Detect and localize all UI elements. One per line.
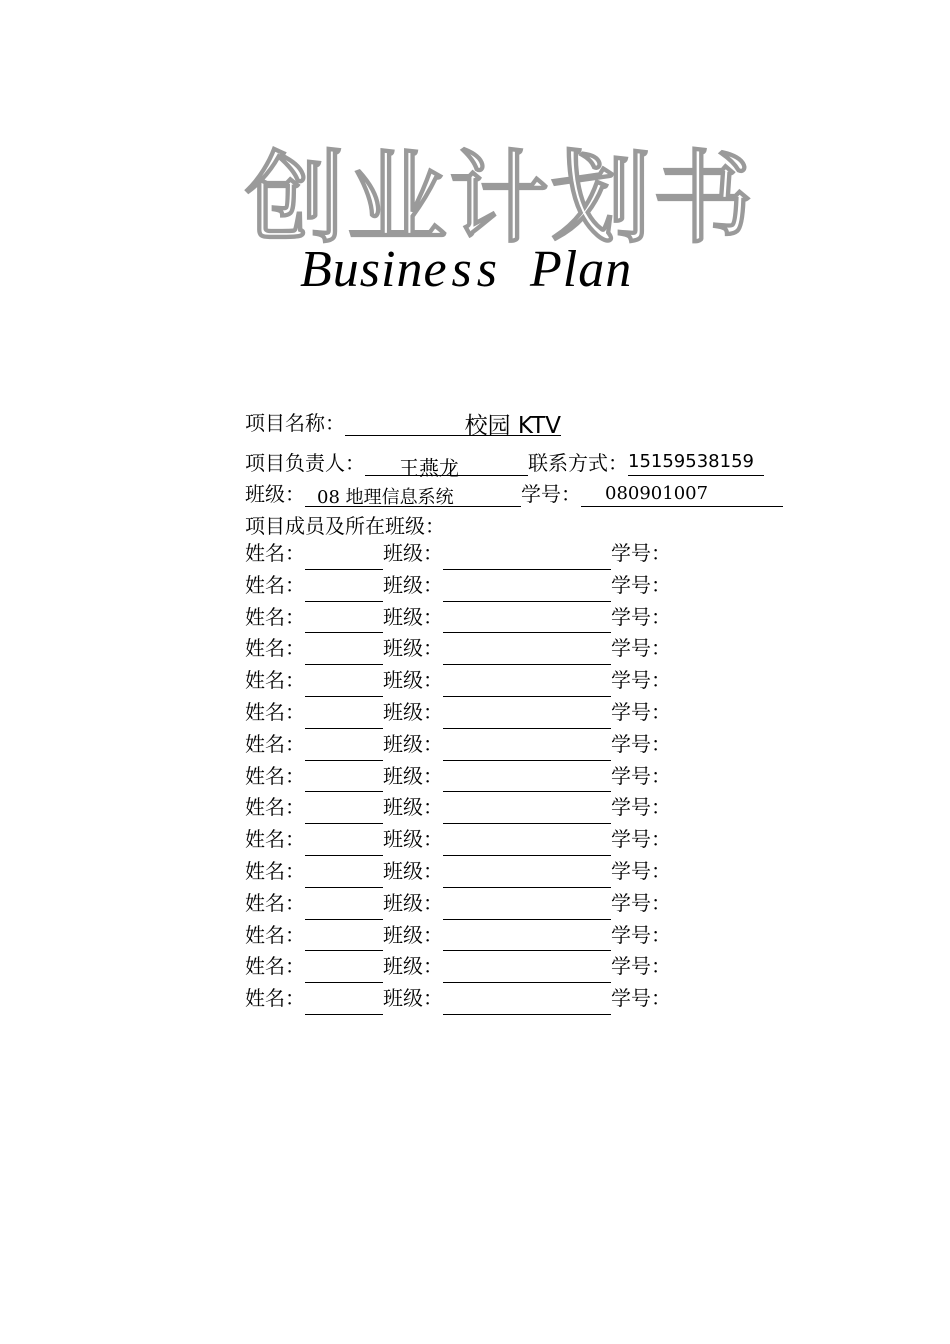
member-class-label: 班级： <box>383 636 443 661</box>
member-name-field[interactable] <box>305 865 383 888</box>
member-name-field[interactable] <box>305 579 383 602</box>
members-heading: 项目成员及所在班级： <box>245 514 445 538</box>
member-student-id-label: 学号： <box>611 699 671 724</box>
member-row <box>245 792 671 824</box>
member-class-field[interactable] <box>443 897 611 920</box>
member-student-id-label: 学号： <box>611 604 671 629</box>
title-english-part1: Busin <box>300 241 424 298</box>
member-name-label: 姓名： <box>245 795 305 820</box>
member-student-id-label: 学号： <box>611 668 671 693</box>
member-class-field[interactable] <box>443 579 611 602</box>
member-student-id-label: 学号： <box>611 541 671 565</box>
project-leader-row <box>245 447 764 480</box>
member-student-id-label: 学号： <box>611 763 671 788</box>
member-name-field[interactable] <box>305 738 383 761</box>
member-name-field[interactable] <box>305 833 383 856</box>
student-id-field[interactable]: 080901007 <box>581 483 783 507</box>
member-class-label: 班级： <box>383 922 443 947</box>
member-student-id-label: 学号： <box>611 636 671 661</box>
member-name-field[interactable] <box>305 928 383 951</box>
member-row <box>245 920 671 952</box>
class-label: 班级： <box>245 482 305 506</box>
member-class-field[interactable] <box>443 833 611 856</box>
members-heading-row <box>245 510 445 540</box>
project-leader-field[interactable]: 王燕龙 <box>365 452 528 476</box>
member-class-label: 班级： <box>383 731 443 756</box>
member-student-id-label: 学号： <box>611 795 671 820</box>
member-class-label: 班级： <box>383 699 443 724</box>
member-class-label: 班级： <box>383 954 443 979</box>
member-name-label: 姓名： <box>245 668 305 693</box>
member-class-field[interactable] <box>443 610 611 633</box>
member-row <box>245 538 671 570</box>
member-name-label: 姓名： <box>245 699 305 724</box>
member-name-label: 姓名： <box>245 986 305 1011</box>
member-class-label: 班级： <box>383 541 443 565</box>
project-name-row <box>245 407 561 437</box>
member-name-label: 姓名： <box>245 858 305 883</box>
member-class-label: 班级： <box>383 986 443 1011</box>
member-name-field[interactable] <box>305 706 383 729</box>
project-leader-label: 项目负责人： <box>245 451 365 475</box>
member-class-label: 班级： <box>383 763 443 788</box>
member-row <box>245 729 671 761</box>
member-class-field[interactable] <box>443 547 611 570</box>
member-name-field[interactable] <box>305 547 383 570</box>
member-class-label: 班级： <box>383 604 443 629</box>
title-english-part4: n <box>605 241 637 298</box>
member-student-id-label: 学号： <box>611 922 671 947</box>
member-class-field[interactable] <box>443 928 611 951</box>
member-student-id-label: 学号： <box>611 572 671 597</box>
page-title-english <box>300 240 636 299</box>
member-name-field[interactable] <box>305 992 383 1015</box>
member-row <box>245 665 671 697</box>
member-row <box>245 951 671 983</box>
member-student-id-label: 学号： <box>611 986 671 1011</box>
student-id-label: 学号： <box>521 482 581 506</box>
member-student-id-label: 学号： <box>611 827 671 852</box>
member-name-label: 姓名： <box>245 636 305 661</box>
contact-field[interactable]: 15159538159 <box>628 451 764 476</box>
member-class-label: 班级： <box>383 668 443 693</box>
member-row <box>245 570 671 602</box>
title-english-part3: Pla <box>530 241 606 298</box>
member-class-field[interactable] <box>443 674 611 697</box>
member-row <box>245 633 671 665</box>
member-name-label: 姓名： <box>245 954 305 979</box>
class-row <box>245 478 783 508</box>
member-name-field[interactable] <box>305 674 383 697</box>
page-title-chinese: 创业计划书 <box>245 140 755 257</box>
member-name-label: 姓名： <box>245 922 305 947</box>
member-class-field[interactable] <box>443 642 611 665</box>
member-class-label: 班级： <box>383 890 443 915</box>
member-class-field[interactable] <box>443 769 611 792</box>
project-name-field[interactable]: 校园 KTV <box>345 407 561 436</box>
member-class-label: 班级： <box>383 572 443 597</box>
member-row <box>245 761 671 793</box>
member-class-field[interactable] <box>443 801 611 824</box>
member-student-id-label: 学号： <box>611 890 671 915</box>
member-name-field[interactable] <box>305 897 383 920</box>
title-english-part2: ess <box>423 241 503 298</box>
member-name-field[interactable] <box>305 769 383 792</box>
member-name-label: 姓名： <box>245 890 305 915</box>
member-name-field[interactable] <box>305 610 383 633</box>
member-name-label: 姓名： <box>245 604 305 629</box>
member-student-id-label: 学号： <box>611 858 671 883</box>
member-class-field[interactable] <box>443 738 611 761</box>
member-class-label: 班级： <box>383 827 443 852</box>
member-row <box>245 983 671 1015</box>
member-student-id-label: 学号： <box>611 954 671 979</box>
member-name-field[interactable] <box>305 801 383 824</box>
member-class-field[interactable] <box>443 992 611 1015</box>
member-name-label: 姓名： <box>245 572 305 597</box>
member-row <box>245 856 671 888</box>
member-row <box>245 888 671 920</box>
member-class-label: 班级： <box>383 858 443 883</box>
member-name-field[interactable] <box>305 642 383 665</box>
member-name-field[interactable] <box>305 960 383 983</box>
member-name-label: 姓名： <box>245 763 305 788</box>
contact-label: 联系方式： <box>528 451 628 475</box>
member-name-label: 姓名： <box>245 731 305 756</box>
member-row <box>245 697 671 729</box>
members-list <box>245 538 671 1015</box>
class-field[interactable]: 08 地理信息系统 <box>305 483 521 507</box>
member-class-field[interactable] <box>443 706 611 729</box>
member-row <box>245 602 671 634</box>
member-student-id-label: 学号： <box>611 731 671 756</box>
member-name-label: 姓名： <box>245 541 305 565</box>
member-class-field[interactable] <box>443 960 611 983</box>
member-class-field[interactable] <box>443 865 611 888</box>
project-name-label: 项目名称： <box>245 411 345 435</box>
member-name-label: 姓名： <box>245 827 305 852</box>
member-row <box>245 824 671 856</box>
member-class-label: 班级： <box>383 795 443 820</box>
